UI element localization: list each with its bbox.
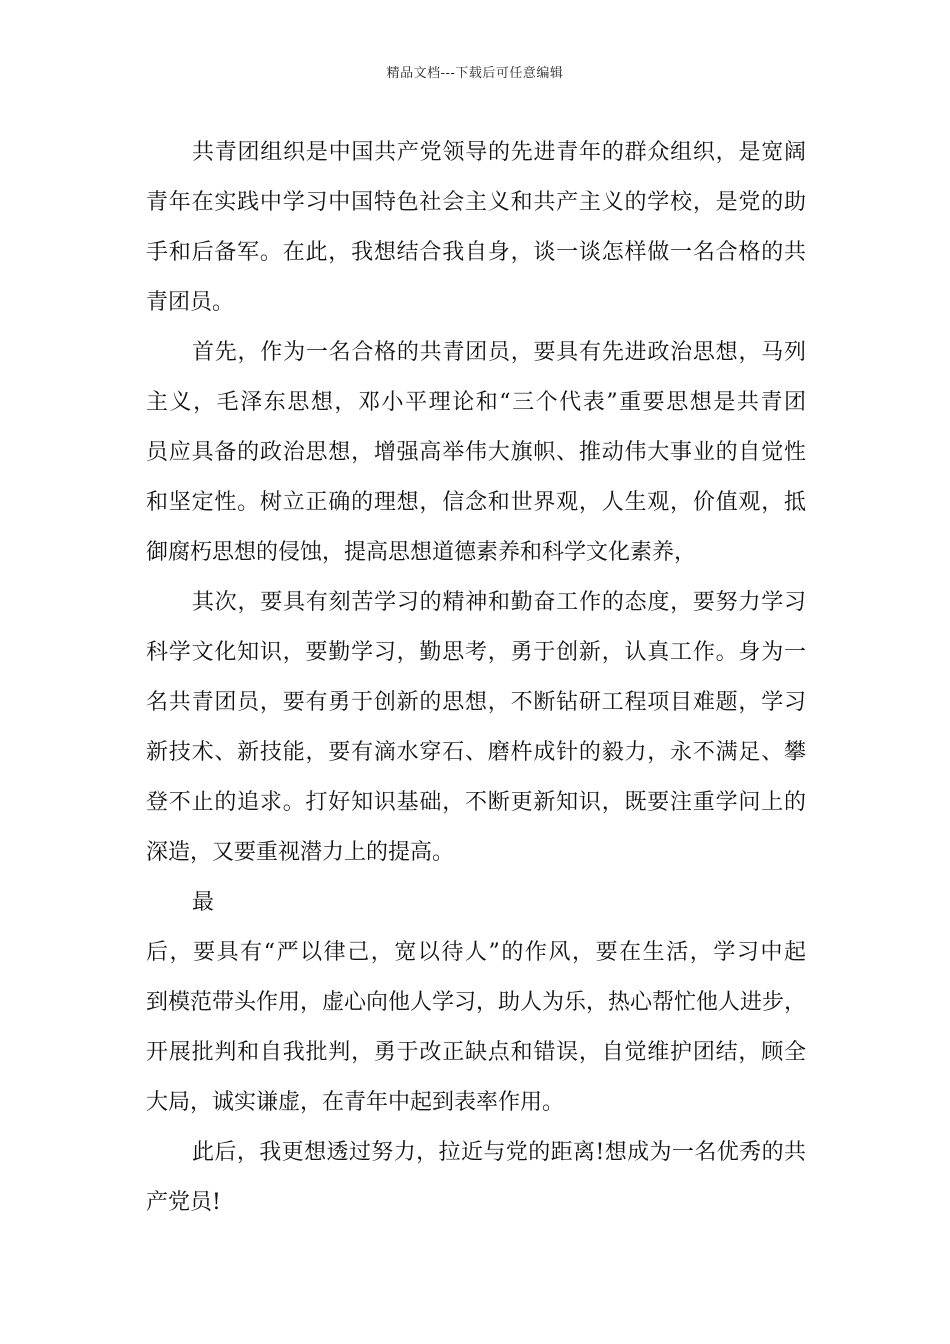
text-line: 主义，毛泽东思想，邓小平理论和“三个代表”重要思想是共青团 — [146, 390, 806, 415]
text-line: 深造，又要重视潜力上的提高。 — [146, 840, 455, 865]
text-line: 最 — [192, 890, 215, 915]
text-line: 和坚定性。树立正确的理想，信念和世界观，人生观，价值观，抵 — [146, 490, 806, 515]
text-line: 青年在实践中学习中国特色社会主义和共产主义的学校，是党的助 — [146, 190, 806, 215]
text-line: 其次，要具有刻苦学习的精神和勤奋工作的态度，要努力学习 — [192, 590, 806, 615]
paragraph — [146, 878, 806, 928]
paragraph — [146, 328, 806, 578]
document-body — [146, 128, 806, 1228]
page-header: 精品文档---下载后可任意编辑 — [386, 66, 564, 81]
text-line: 手和后备军。在此，我想结合我自身，谈一谈怎样做一名合格的共 — [146, 240, 806, 265]
text-line: 员应具备的政治思想，增强高举伟大旗帜、推动伟大事业的自觉性 — [146, 440, 806, 465]
text-line: 到模范带头作用，虚心向他人学习，助人为乐，热心帮忙他人进步， — [146, 990, 806, 1015]
text-line: 此后，我更想透过努力，拉近与党的距离!想成为一名优秀的共 — [192, 1140, 806, 1165]
paragraph — [146, 578, 806, 878]
paragraph — [146, 128, 806, 328]
text-line: 首先，作为一名合格的共青团员，要具有先进政治思想，马列 — [192, 340, 806, 365]
paragraph — [146, 928, 806, 1128]
text-line: 登不止的追求。打好知识基础，不断更新知识，既要注重学问上的 — [146, 790, 806, 815]
text-line: 新技术、新技能，要有滴水穿石、磨杵成针的毅力，永不满足、攀 — [146, 740, 806, 765]
paragraph — [146, 1128, 806, 1228]
text-line: 科学文化知识，要勤学习，勤思考，勇于创新，认真工作。身为一 — [146, 640, 806, 665]
text-line: 开展批判和自我批判，勇于改正缺点和错误，自觉维护团结，顾全 — [146, 1040, 806, 1065]
text-line: 共青团组织是中国共产党领导的先进青年的群众组织，是宽阔 — [192, 140, 806, 165]
text-line: 名共青团员，要有勇于创新的思想，不断钻研工程项目难题，学习 — [146, 690, 806, 715]
text-line: 青团员。 — [146, 290, 235, 315]
text-line: 产党员! — [146, 1190, 221, 1215]
text-line: 御腐朽思想的侵蚀，提高思想道德素养和科学文化素养， — [146, 540, 697, 565]
text-line: 大局，诚实谦虚，在青年中起到表率作用。 — [146, 1090, 565, 1115]
text-line: 后，要具有“严以律己，宽以待人”的作风，要在生活，学习中起 — [146, 940, 806, 965]
